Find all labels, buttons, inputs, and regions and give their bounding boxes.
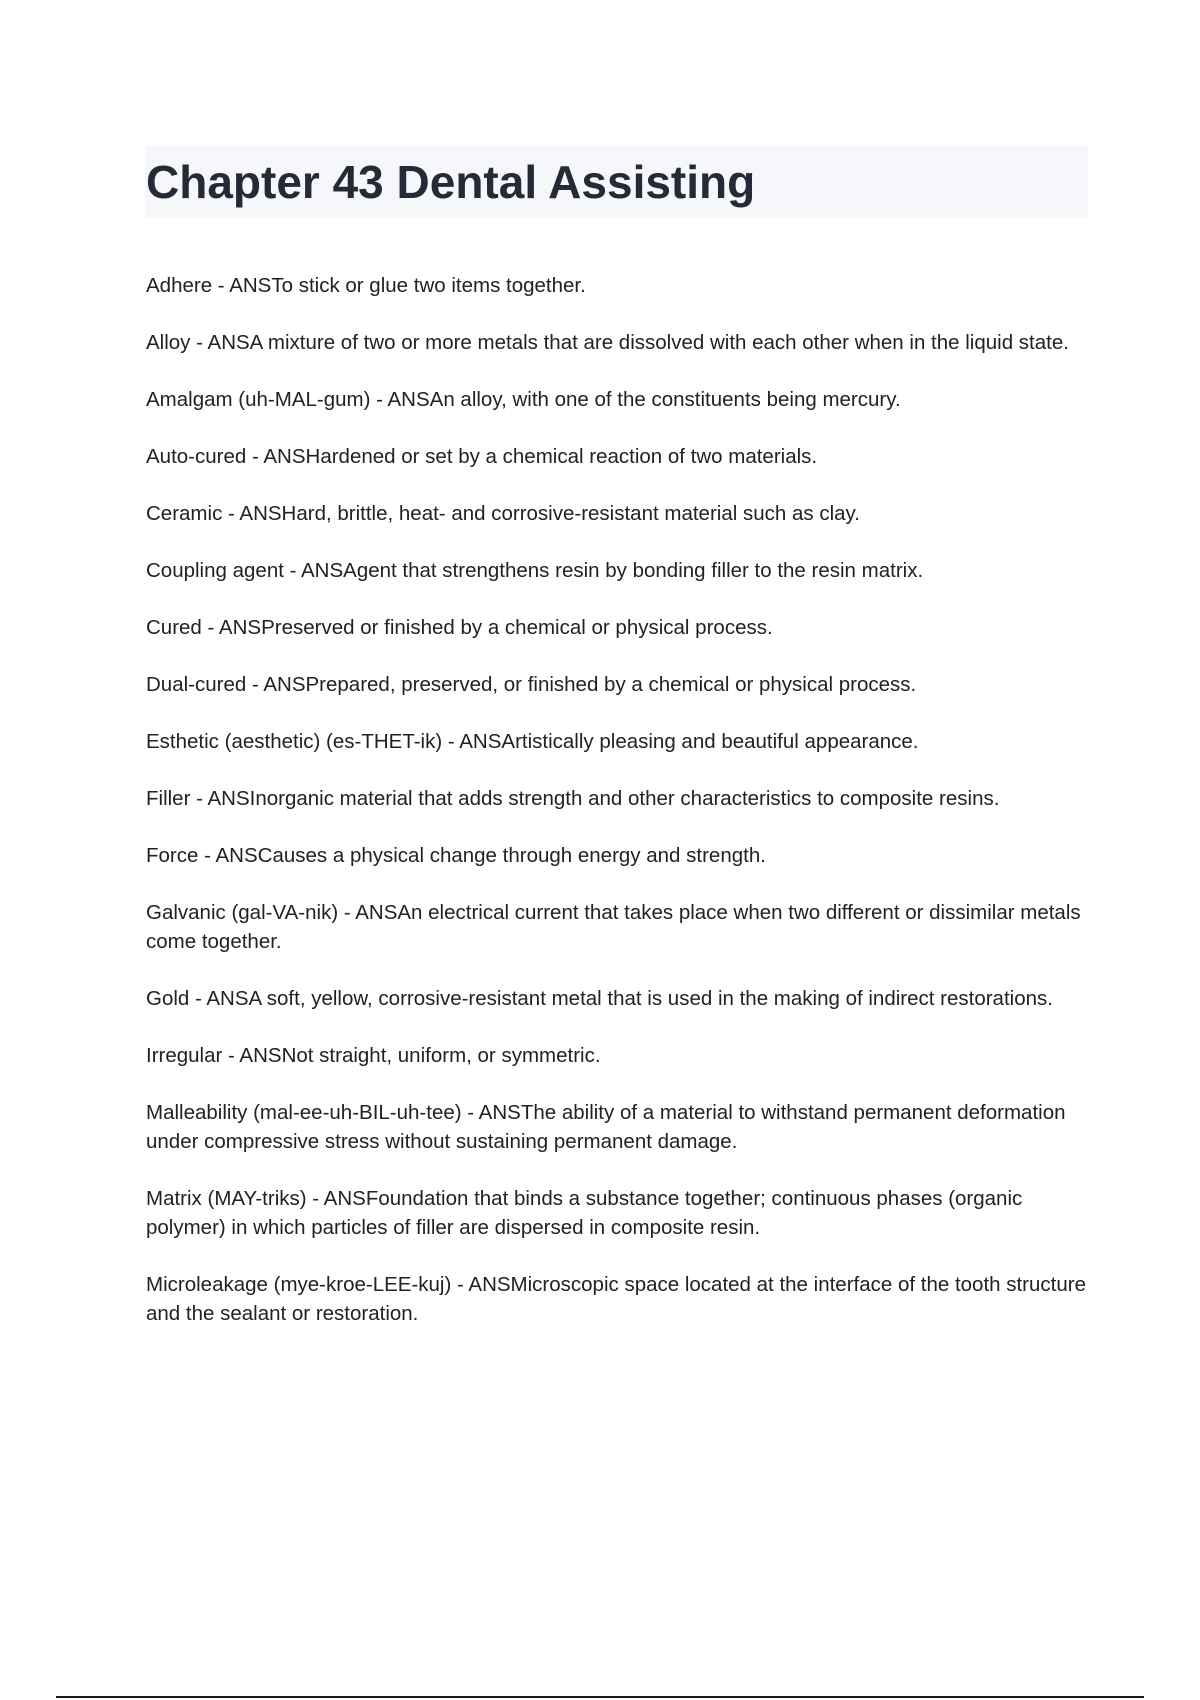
footer-divider — [56, 1696, 1144, 1698]
glossary-entry-force: Force - ANSCauses a physical change through energy and strength. — [146, 844, 766, 867]
glossary-entry-filler: Filler - ANSInorganic material that adds strength and other characteristics to composite resins. — [146, 787, 1000, 810]
glossary-entry-irregular: Irregular - ANSNot straight, uniform, or symmetric. — [146, 1044, 601, 1067]
glossary-entry-cured: Cured - ANSPreserved or finished by a chemical or physical process. — [146, 616, 773, 639]
glossary-list — [146, 271, 1091, 1356]
glossary-entry-matrix: Matrix (MAY-triks) - ANSFoundation that binds a substance together; continuous phases (organic polymer) in which particles of filler are dispersed in composite resin. — [146, 1187, 1023, 1239]
glossary-entry-gold: Gold - ANSA soft, yellow, corrosive-resistant metal that is used in the making of indirect restorations. — [146, 987, 1053, 1010]
glossary-entry-amalgam: Amalgam (uh-MAL-gum) - ANSAn alloy, with one of the constituents being mercury. — [146, 388, 901, 411]
glossary-entry-adhere: Adhere - ANSTo stick or glue two items together. — [146, 274, 586, 297]
glossary-entry-esthetic: Esthetic (aesthetic) (es-THET-ik) - ANSArtistically pleasing and beautiful appearance. — [146, 730, 919, 753]
page-title: Chapter 43 Dental Assisting — [146, 156, 756, 208]
glossary-entry-auto-cured: Auto-cured - ANSHardened or set by a chemical reaction of two materials. — [146, 445, 818, 468]
glossary-entry-dual-cured: Dual-cured - ANSPrepared, preserved, or finished by a chemical or physical process. — [146, 673, 917, 696]
glossary-entry-microleakage: Microleakage (mye-kroe-LEE-kuj) - ANSMicroscopic space located at the interface of the tooth structure and the sealant or restoration. — [146, 1273, 1086, 1325]
glossary-entry-alloy: Alloy - ANSA mixture of two or more metals that are dissolved with each other when in the liquid state. — [146, 331, 1069, 354]
glossary-entry-malleability: Malleability (mal-ee-uh-BIL-uh-tee) - ANSThe ability of a material to withstand permanent deformation under compressive stress without sustaining permanent damage. — [146, 1101, 1066, 1153]
glossary-entry-galvanic: Galvanic (gal-VA-nik) - ANSAn electrical current that takes place when two different or dissimilar metals come together. — [146, 901, 1081, 953]
glossary-entry-coupling-agent: Coupling agent - ANSAgent that strengthens resin by bonding filler to the resin matrix. — [146, 559, 924, 582]
glossary-entry-ceramic: Ceramic - ANSHard, brittle, heat- and corrosive-resistant material such as clay. — [146, 502, 860, 525]
